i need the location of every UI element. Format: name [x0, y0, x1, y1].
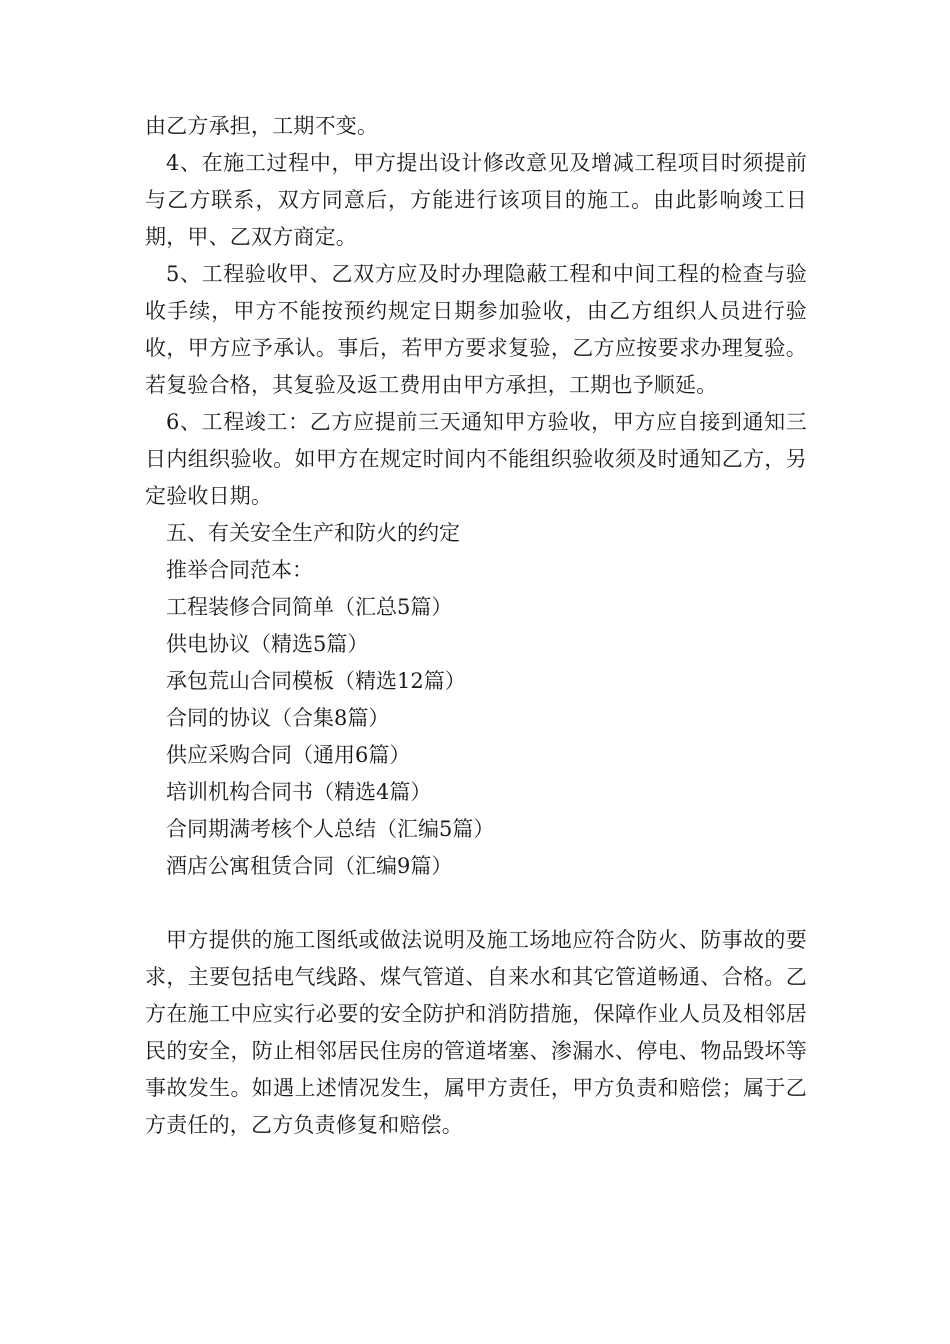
- recommend-link[interactable]: 合同期满考核个人总结（汇编5篇）: [166, 817, 495, 841]
- recommend-list: [145, 589, 807, 885]
- paragraph-clause-6: 6、工程竣工：乙方应提前三天通知甲方验收，甲方应自接到通知三日内组织验收。如甲方在规定时间内不能组织验收须及时通知乙方，另定验收日期。: [145, 410, 807, 508]
- recommend-link[interactable]: 培训机构合同书（精选4篇）: [166, 780, 432, 804]
- paragraph-continuation: 由乙方承担，工期不变。: [145, 114, 379, 138]
- section-heading: 五、有关安全生产和防火的约定: [166, 521, 460, 545]
- recommend-link[interactable]: 酒店公寓租赁合同（汇编9篇）: [166, 854, 453, 878]
- blank-line: [145, 885, 807, 922]
- recommend-link[interactable]: 合同的协议（合集8篇）: [166, 706, 390, 730]
- paragraph-clause-4: 4、在施工过程中，甲方提出设计修改意见及增减工程项目时须提前与乙方联系，双方同意后，方能进行该项目的施工。由此影响竣工日期，甲、乙双方商定。: [145, 151, 807, 249]
- recommend-link[interactable]: 供电协议（精选5篇）: [166, 632, 369, 656]
- recommend-link[interactable]: 承包荒山合同模板（精选12篇）: [166, 669, 466, 693]
- paragraph-clause-5: 5、工程验收甲、乙双方应及时办理隐蔽工程和中间工程的检查与验收手续，甲方不能按预约规定日期参加验收，由乙方组织人员进行验收，甲方应予承认。事后，若甲方要求复验，乙方应按要求办理复验。若复验合格，其复验及返工费用由甲方承担，工期也予顺延。: [145, 262, 807, 397]
- document-body: [145, 108, 807, 1144]
- recommend-link[interactable]: 工程装修合同简单（汇总5篇）: [166, 595, 453, 619]
- paragraph-safety: 甲方提供的施工图纸或做法说明及施工场地应符合防火、防事故的要求，主要包括电气线路、煤气管道、自来水和其它管道畅通、合格。乙方在施工中应实行必要的安全防护和消防措施，保障作业人员及相邻居民的安全，防止相邻居民住房的管道堵塞、渗漏水、停电、物品毁坏等事故发生。如遇上述情况发生，属甲方责任，甲方负责和赔偿；属于乙方责任的，乙方负责修复和赔偿。: [145, 928, 807, 1137]
- recommend-link[interactable]: 供应采购合同（通用6篇）: [166, 743, 411, 767]
- recommend-label: 推举合同范本：: [166, 558, 313, 582]
